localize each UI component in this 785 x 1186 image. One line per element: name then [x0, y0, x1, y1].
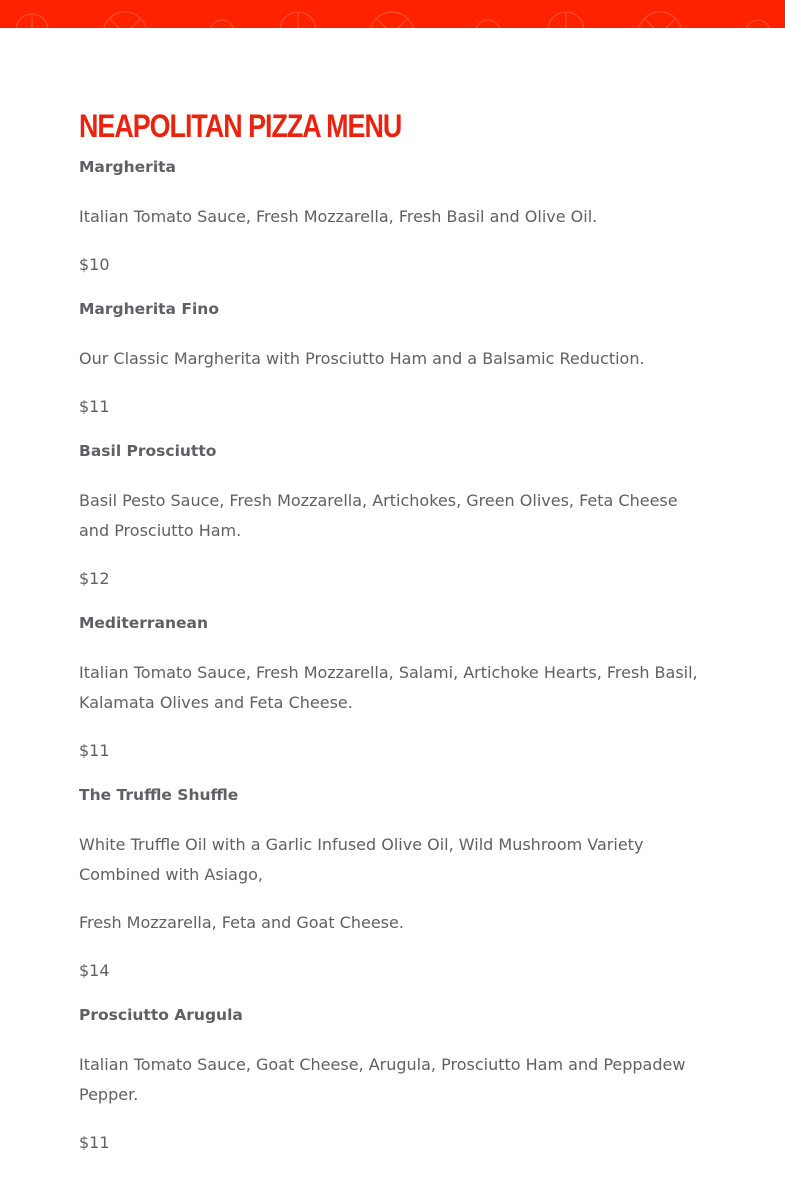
- item-price: $12: [79, 569, 110, 588]
- menu-item-margherita: [79, 154, 709, 280]
- item-description-continued: Fresh Mozzarella, Feta and Goat Cheese.: [79, 913, 404, 932]
- menu-list: [79, 154, 709, 1158]
- item-name: The Truffle Shuffle: [79, 786, 239, 804]
- menu-item-truffle-shuffle: [79, 782, 709, 986]
- item-name: Mediterranean: [79, 614, 209, 632]
- item-name: Margherita Fino: [79, 300, 219, 318]
- menu-item-margherita-fino: [79, 296, 709, 422]
- pizza-pattern-decoration: [0, 0, 785, 28]
- item-description: Italian Tomato Sauce, Fresh Mozzarella, Salami, Artichoke Hearts, Fresh Basil, Kalamata Olives and Feta Cheese.: [79, 663, 698, 712]
- item-name: Margherita: [79, 158, 176, 176]
- item-description: Basil Pesto Sauce, Fresh Mozzarella, Artichokes, Green Olives, Feta Cheese and Prosciutto Ham.: [79, 491, 678, 540]
- item-name: Basil Prosciutto: [79, 442, 217, 460]
- item-description: Italian Tomato Sauce, Fresh Mozzarella, Fresh Basil and Olive Oil.: [79, 207, 598, 226]
- item-price: $11: [79, 741, 110, 760]
- item-name: Prosciutto Arugula: [79, 1006, 243, 1024]
- item-price: $11: [79, 397, 110, 416]
- menu-section: [79, 106, 709, 1158]
- item-description: Our Classic Margherita with Prosciutto Ham and a Balsamic Reduction.: [79, 349, 645, 368]
- item-price: $14: [79, 961, 110, 980]
- top-banner: [0, 0, 785, 28]
- menu-item-basil-prosciutto: [79, 438, 709, 594]
- item-price: $10: [79, 255, 110, 274]
- item-price: $11: [79, 1133, 110, 1152]
- item-description: Italian Tomato Sauce, Goat Cheese, Arugula, Prosciutto Ham and Peppadew Pepper.: [79, 1055, 686, 1104]
- menu-title: NEAPOLITAN PIZZA MENU: [79, 108, 402, 144]
- item-description: White Truffle Oil with a Garlic Infused Olive Oil, Wild Mushroom Variety Combined with Asiago,: [79, 835, 644, 884]
- menu-item-prosciutto-arugula: [79, 1002, 709, 1158]
- menu-item-mediterranean: [79, 610, 709, 766]
